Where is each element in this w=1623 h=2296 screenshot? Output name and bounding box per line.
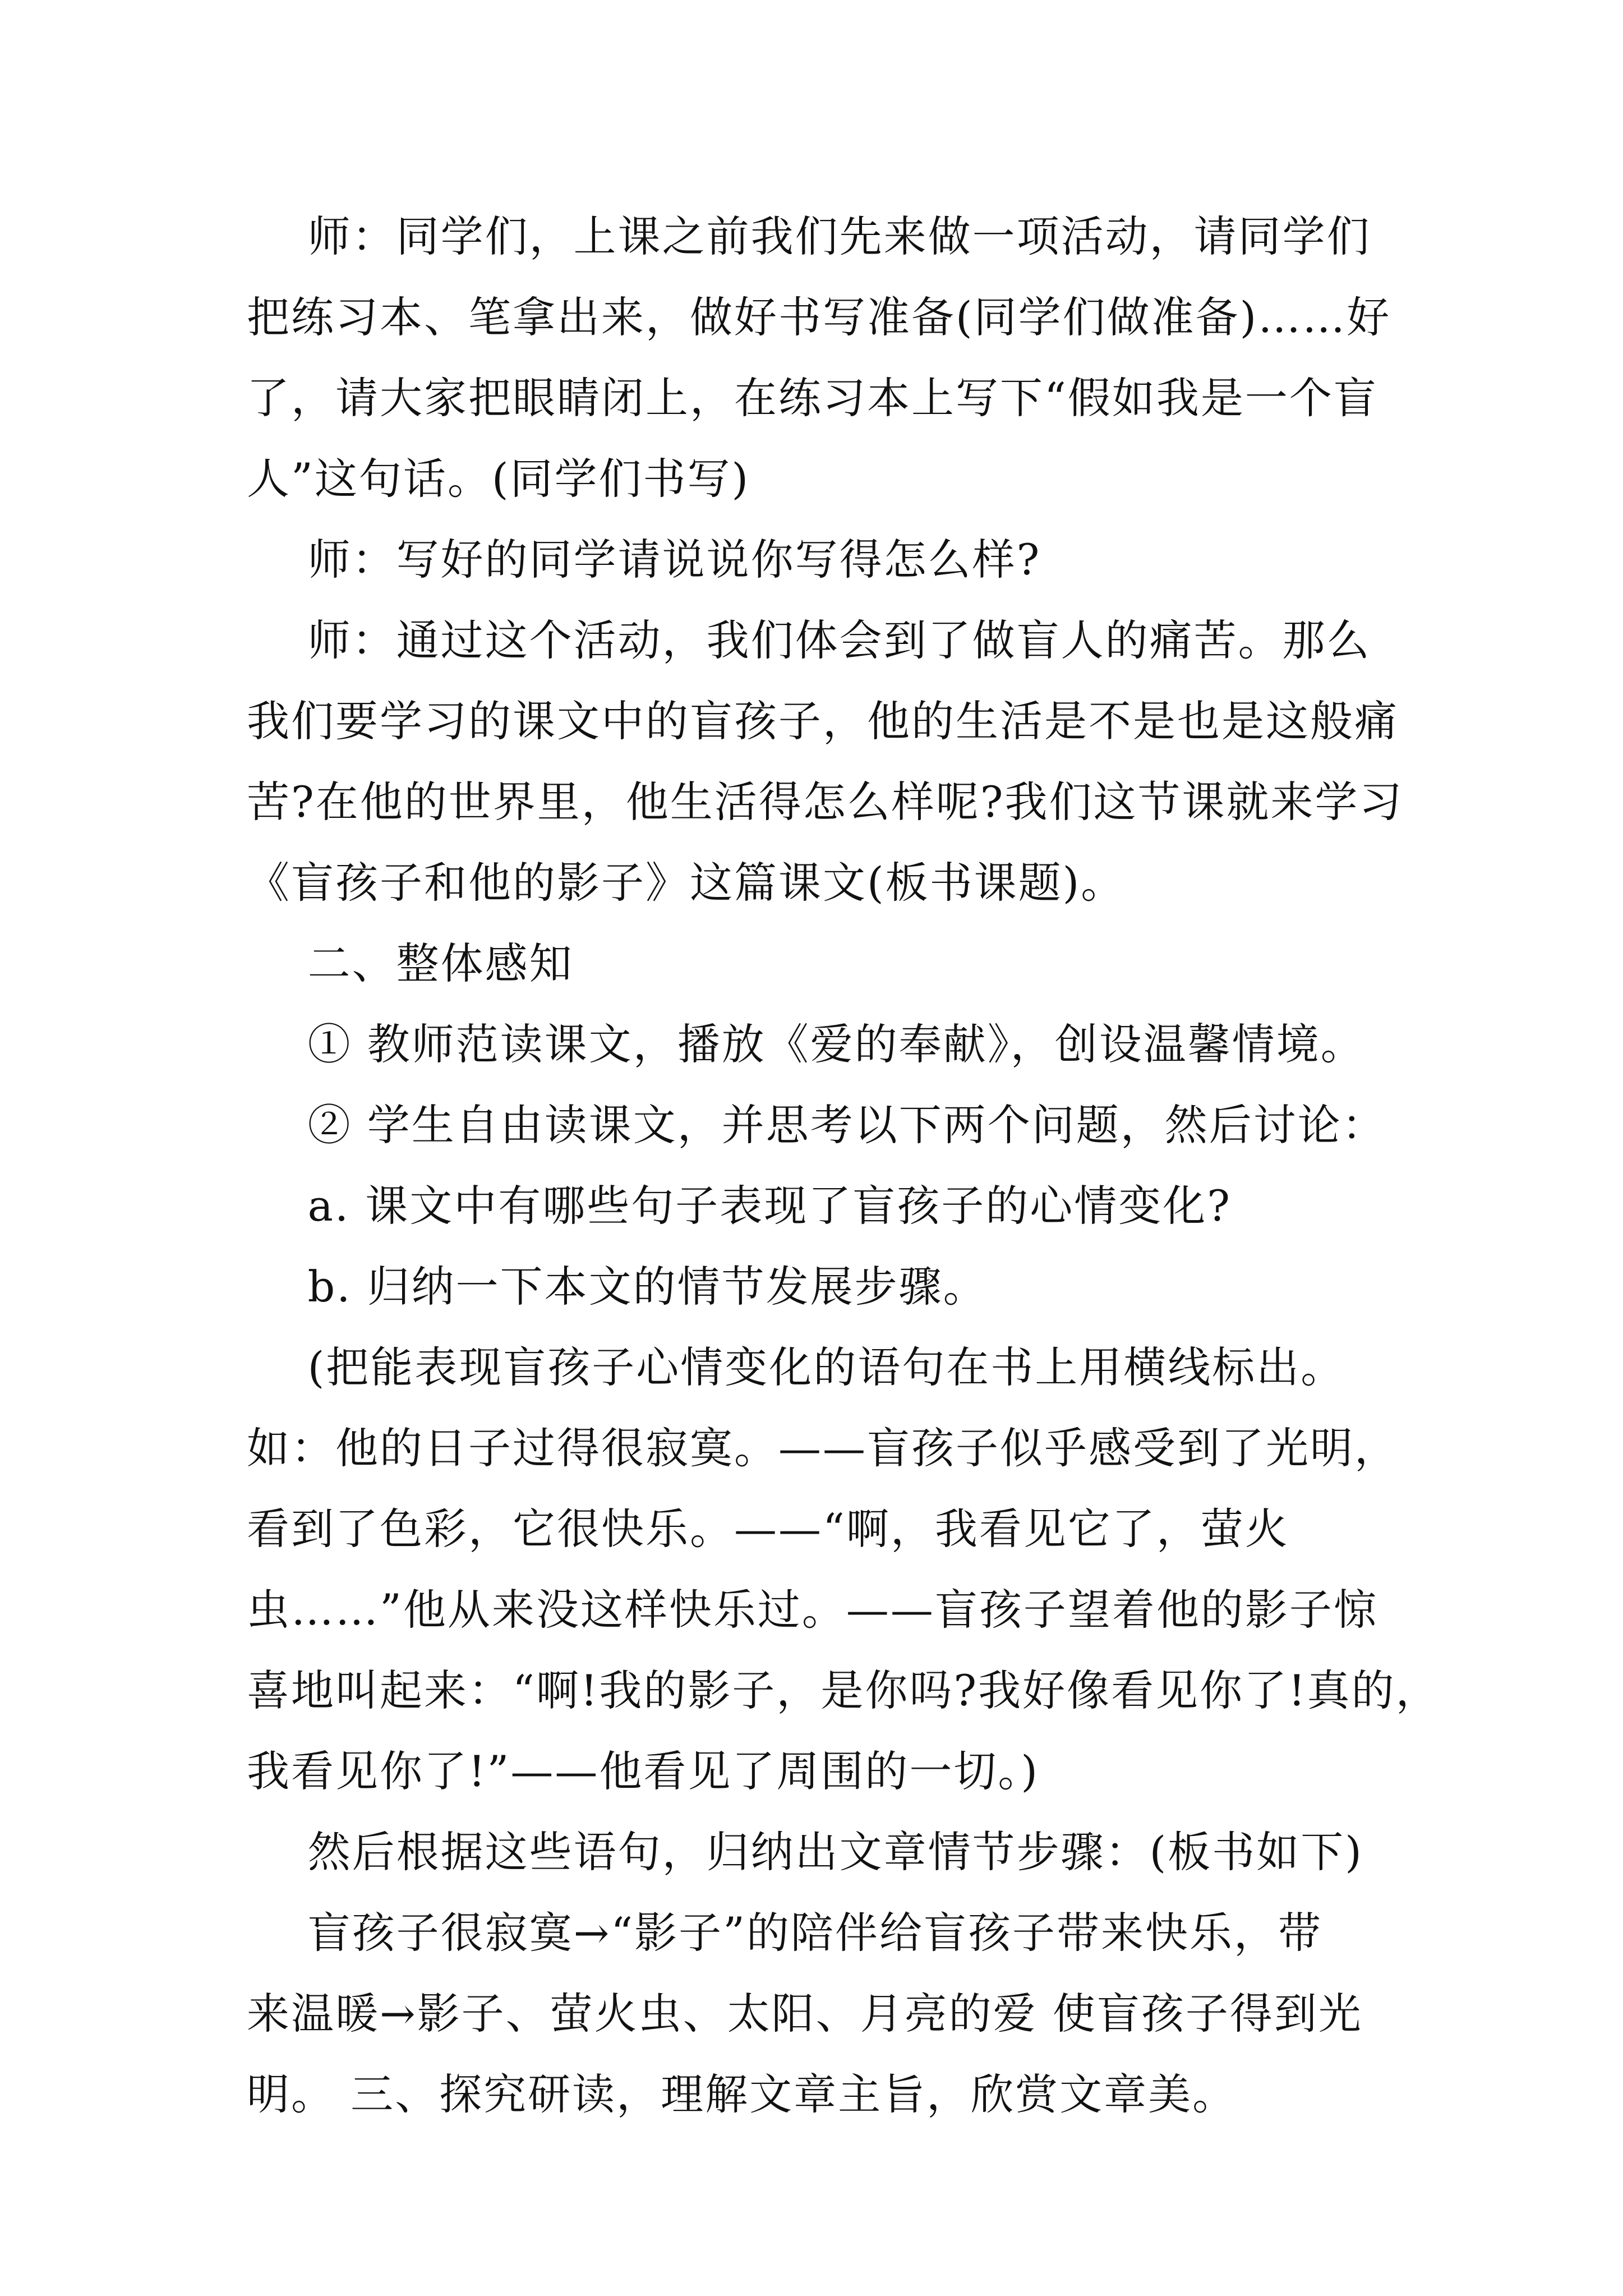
text-line: 来温暖→影子、萤火虫、太阳、月亮的爱 使盲孩子得到光	[247, 1989, 1363, 2039]
text-line: 明。 三、探究研读，理解文章主旨，欣赏文章美。	[247, 2069, 1237, 2119]
section-heading: 二、整体感知	[247, 938, 574, 988]
text-line: 了，请大家把眼睛闭上，在练习本上写下“假如我是一个盲	[247, 373, 1378, 423]
text-line: 如：他的日子过得很寂寞。——盲孩子似乎感受到了光明，	[247, 1423, 1399, 1473]
text-line: 然后根据这些语句，归纳出文章情节步骤：(板书如下)	[247, 1827, 1363, 1877]
text-line: (把能表现盲孩子心情变化的语句在书上用横线标出。	[247, 1342, 1345, 1392]
text-line: 我看见你了!”——他看见了周围的一切。)	[247, 1746, 1040, 1796]
text-line: 人”这句话。(同学们书写)	[247, 454, 750, 504]
text-line: 把练习本、笔拿出来，做好书写准备(同学们做准备)……好	[247, 292, 1391, 342]
list-item: ① 教师范读课文，播放《爱的奉献》，创设温馨情境。	[247, 1019, 1365, 1069]
list-item: ② 学生自由读课文，并思考以下两个问题，然后讨论：	[247, 1100, 1386, 1150]
text-line: 虫……”他从来没这样快乐过。——盲孩子望着他的影子惊	[247, 1585, 1378, 1635]
text-line: 苦?在他的世界里，他生活得怎么样呢?我们这节课就来学习	[247, 777, 1404, 827]
text-line: 我们要学习的课文中的盲孩子，他的生活是不是也是这般痛	[247, 696, 1399, 746]
list-item: b. 归纳一下本文的情节发展步骤。	[247, 1262, 988, 1312]
text-line: 喜地叫起来：“啊!我的影子，是你吗?我好像看见你了!真的，	[247, 1665, 1440, 1715]
text-line: 师：同学们，上课之前我们先来做一项活动，请同学们	[247, 211, 1371, 261]
text-line: 师：写好的同学请说说你写得怎么样?	[247, 535, 1041, 585]
text-line: 盲孩子很寂寞→“影子”的陪伴给盲孩子带来快乐，带	[247, 1908, 1323, 1958]
list-item: a. 课文中有哪些句子表现了盲孩子的心情变化?	[247, 1181, 1232, 1231]
text-line: 《盲孩子和他的影子》这篇课文(板书课题)。	[247, 858, 1126, 908]
text-line: 看到了色彩，它很快乐。——“啊，我看见它了，萤火	[247, 1504, 1289, 1554]
text-line: 师：通过这个活动，我们体会到了做盲人的痛苦。那么	[247, 615, 1371, 665]
